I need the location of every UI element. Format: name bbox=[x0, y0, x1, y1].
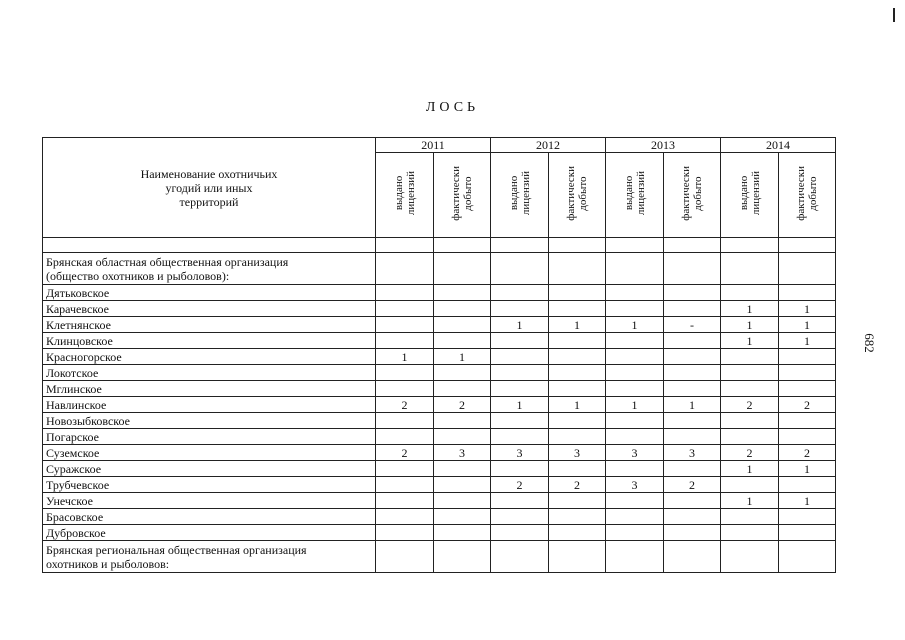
territory-name bbox=[43, 317, 376, 333]
harvested-cell: 2 bbox=[434, 397, 491, 413]
table-row bbox=[43, 493, 836, 509]
harvested-cell bbox=[434, 413, 491, 429]
harvested-cell: 1 bbox=[664, 397, 721, 413]
harvested-cell bbox=[664, 413, 721, 429]
issued-licenses-cell bbox=[721, 253, 779, 285]
issued-licenses-cell bbox=[606, 301, 664, 317]
territory-name-line: Локотское bbox=[46, 365, 99, 380]
issued-licenses-cell bbox=[721, 285, 779, 301]
issued-licenses-cell bbox=[376, 525, 434, 541]
harvested-cell bbox=[434, 429, 491, 445]
issued-licenses-cell bbox=[606, 493, 664, 509]
issued-licenses-cell: 1 bbox=[721, 301, 779, 317]
header-name-line: угодий или иных bbox=[165, 180, 253, 195]
harvested-cell bbox=[549, 285, 606, 301]
territory-name bbox=[43, 509, 376, 525]
vertical-label bbox=[565, 166, 589, 221]
table-row bbox=[43, 317, 836, 333]
issued-licenses-cell bbox=[491, 301, 549, 317]
header-actually-harvested bbox=[664, 153, 721, 238]
issued-licenses-cell bbox=[491, 333, 549, 349]
territory-name bbox=[43, 429, 376, 445]
harvested-cell bbox=[779, 381, 836, 397]
territory-name bbox=[43, 285, 376, 301]
territory-name bbox=[43, 365, 376, 381]
issued-licenses-cell: 1 bbox=[491, 317, 549, 333]
vertical-label-line: выдано bbox=[392, 175, 405, 211]
issued-licenses-cell bbox=[721, 365, 779, 381]
issued-licenses-cell bbox=[376, 429, 434, 445]
header-name-line: территорий bbox=[179, 194, 239, 209]
issued-licenses-cell bbox=[376, 413, 434, 429]
issued-licenses-cell bbox=[376, 461, 434, 477]
issued-licenses-cell: 1 bbox=[491, 397, 549, 413]
harvested-cell bbox=[434, 541, 491, 573]
vertical-label bbox=[450, 166, 474, 221]
hunting-license-table bbox=[42, 137, 836, 573]
issued-licenses-cell bbox=[606, 413, 664, 429]
issued-licenses-cell bbox=[721, 525, 779, 541]
issued-licenses-cell bbox=[376, 365, 434, 381]
vertical-label-line: выдано bbox=[622, 175, 635, 211]
territory-name-line: Брасовское bbox=[46, 509, 104, 524]
territory-name-line: Брянская областная общественная организация bbox=[46, 254, 289, 269]
harvested-cell bbox=[549, 429, 606, 445]
issued-licenses-cell bbox=[721, 349, 779, 365]
header-issued-licenses bbox=[376, 153, 434, 238]
harvested-cell bbox=[779, 541, 836, 573]
territory-name-line: Красногорское bbox=[46, 349, 122, 364]
territory-name-line: Клетнянское bbox=[46, 317, 111, 332]
issued-licenses-cell bbox=[606, 333, 664, 349]
header-year-2014: 2014 bbox=[721, 138, 836, 153]
issued-licenses-cell: 1 bbox=[606, 317, 664, 333]
vertical-label-line: добыто bbox=[692, 175, 704, 211]
territory-name bbox=[43, 413, 376, 429]
issued-licenses-cell: 2 bbox=[376, 397, 434, 413]
issued-licenses-cell bbox=[491, 509, 549, 525]
scan-edge-mark bbox=[893, 8, 895, 22]
issued-licenses-cell: 3 bbox=[491, 445, 549, 461]
issued-licenses-cell bbox=[606, 525, 664, 541]
vertical-label-line: добыто bbox=[462, 175, 474, 211]
issued-licenses-cell bbox=[606, 429, 664, 445]
harvested-cell bbox=[664, 365, 721, 381]
vertical-label bbox=[623, 171, 647, 215]
harvested-cell bbox=[549, 301, 606, 317]
vertical-label bbox=[680, 166, 704, 221]
vertical-label-line: выдано bbox=[737, 175, 750, 211]
issued-licenses-cell: 2 bbox=[491, 477, 549, 493]
issued-licenses-cell bbox=[721, 509, 779, 525]
harvested-cell: - bbox=[664, 317, 721, 333]
issued-licenses-cell bbox=[721, 541, 779, 573]
territory-name bbox=[43, 525, 376, 541]
harvested-cell bbox=[434, 365, 491, 381]
harvested-cell bbox=[549, 541, 606, 573]
issued-licenses-cell bbox=[606, 349, 664, 365]
issued-licenses-cell: 2 bbox=[376, 445, 434, 461]
vertical-label-line: фактически bbox=[680, 165, 692, 221]
harvested-cell bbox=[779, 349, 836, 365]
harvested-cell bbox=[779, 253, 836, 285]
territory-name bbox=[43, 445, 376, 461]
table-row bbox=[43, 349, 836, 365]
harvested-cell bbox=[549, 413, 606, 429]
table-row bbox=[43, 413, 836, 429]
header-year-2011: 2011 bbox=[376, 138, 491, 153]
issued-licenses-cell bbox=[721, 413, 779, 429]
table-row bbox=[43, 365, 836, 381]
issued-licenses-cell: 3 bbox=[606, 445, 664, 461]
table-row bbox=[43, 285, 836, 301]
harvested-cell bbox=[434, 525, 491, 541]
issued-licenses-cell bbox=[376, 493, 434, 509]
harvested-cell bbox=[664, 253, 721, 285]
header-issued-licenses bbox=[491, 153, 549, 238]
header-actually-harvested bbox=[434, 153, 491, 238]
issued-licenses-cell bbox=[491, 413, 549, 429]
territory-name bbox=[43, 301, 376, 317]
vertical-label-line: добыто bbox=[807, 175, 819, 211]
harvested-cell: 2 bbox=[779, 445, 836, 461]
harvested-cell: 2 bbox=[664, 477, 721, 493]
issued-licenses-cell: 1 bbox=[721, 493, 779, 509]
issued-licenses-cell: 1 bbox=[721, 317, 779, 333]
territory-name-line: Погарское bbox=[46, 429, 99, 444]
harvested-cell bbox=[549, 461, 606, 477]
harvested-cell: 1 bbox=[549, 397, 606, 413]
harvested-cell bbox=[549, 509, 606, 525]
table-row bbox=[43, 333, 836, 349]
territory-name-line: Суземское bbox=[46, 445, 100, 460]
territory-name bbox=[43, 381, 376, 397]
harvested-cell bbox=[664, 493, 721, 509]
vertical-label bbox=[393, 171, 417, 215]
issued-licenses-cell bbox=[606, 365, 664, 381]
territory-name-line: Трубчевское bbox=[46, 477, 110, 492]
harvested-cell bbox=[664, 333, 721, 349]
issued-licenses-cell bbox=[376, 541, 434, 573]
territory-name bbox=[43, 333, 376, 349]
territory-name-line: (общество охотников и рыболовов): bbox=[46, 268, 230, 283]
issued-licenses-cell bbox=[491, 541, 549, 573]
harvested-cell bbox=[549, 365, 606, 381]
territory-name-line: Дятьковское bbox=[46, 285, 110, 300]
table-row bbox=[43, 301, 836, 317]
territory-name-line: Новозыбковское bbox=[46, 413, 130, 428]
issued-licenses-cell: 1 bbox=[606, 397, 664, 413]
vertical-label-line: лицензий bbox=[749, 170, 762, 216]
issued-licenses-cell bbox=[376, 285, 434, 301]
table-body bbox=[43, 238, 836, 573]
territory-name-line: Дубровское bbox=[46, 525, 106, 540]
harvested-cell: 1 bbox=[434, 349, 491, 365]
harvested-cell: 3 bbox=[664, 445, 721, 461]
table-row bbox=[43, 381, 836, 397]
territory-name-line: охотников и рыболовов: bbox=[46, 556, 170, 571]
harvested-cell bbox=[434, 477, 491, 493]
issued-licenses-cell bbox=[376, 333, 434, 349]
harvested-cell bbox=[664, 461, 721, 477]
territory-name bbox=[43, 349, 376, 365]
issued-licenses-cell bbox=[606, 541, 664, 573]
harvested-cell bbox=[549, 381, 606, 397]
territory-name bbox=[43, 461, 376, 477]
harvested-cell bbox=[779, 525, 836, 541]
table-row bbox=[43, 429, 836, 445]
issued-licenses-cell bbox=[376, 509, 434, 525]
harvested-cell: 3 bbox=[549, 445, 606, 461]
issued-licenses-cell: 2 bbox=[721, 445, 779, 461]
header-issued-licenses bbox=[721, 153, 779, 238]
harvested-cell: 2 bbox=[549, 477, 606, 493]
header-issued-licenses bbox=[606, 153, 664, 238]
harvested-cell bbox=[779, 365, 836, 381]
issued-licenses-cell bbox=[721, 429, 779, 445]
harvested-cell bbox=[664, 381, 721, 397]
issued-licenses-cell bbox=[491, 493, 549, 509]
harvested-cell bbox=[664, 541, 721, 573]
issued-licenses-cell bbox=[606, 461, 664, 477]
header-actually-harvested bbox=[549, 153, 606, 238]
header-year-2012: 2012 bbox=[491, 138, 606, 153]
table-row bbox=[43, 253, 836, 285]
vertical-label-line: фактически bbox=[565, 165, 577, 221]
header-territory-name bbox=[43, 138, 376, 238]
issued-licenses-cell: 1 bbox=[721, 333, 779, 349]
harvested-cell: 1 bbox=[779, 493, 836, 509]
vertical-label bbox=[508, 171, 532, 215]
vertical-label-line: фактически bbox=[450, 165, 462, 221]
harvested-cell bbox=[549, 333, 606, 349]
issued-licenses-cell bbox=[491, 253, 549, 285]
harvested-cell bbox=[664, 301, 721, 317]
harvested-cell bbox=[664, 509, 721, 525]
issued-licenses-cell: 2 bbox=[721, 397, 779, 413]
harvested-cell bbox=[779, 285, 836, 301]
harvested-cell bbox=[549, 349, 606, 365]
territory-name-line: Мглинское bbox=[46, 381, 102, 396]
harvested-cell bbox=[434, 317, 491, 333]
issued-licenses-cell: 3 bbox=[606, 477, 664, 493]
harvested-cell bbox=[664, 429, 721, 445]
territory-name bbox=[43, 493, 376, 509]
issued-licenses-cell bbox=[606, 381, 664, 397]
territory-name bbox=[43, 397, 376, 413]
table-row bbox=[43, 461, 836, 477]
table-row bbox=[43, 445, 836, 461]
vertical-label-line: фактически bbox=[795, 165, 807, 221]
issued-licenses-cell bbox=[606, 509, 664, 525]
harvested-cell: 1 bbox=[779, 301, 836, 317]
harvested-cell bbox=[779, 477, 836, 493]
issued-licenses-cell bbox=[376, 253, 434, 285]
harvested-cell bbox=[549, 525, 606, 541]
harvested-cell bbox=[434, 509, 491, 525]
vertical-label bbox=[738, 171, 762, 215]
territory-name-line: Навлинское bbox=[46, 397, 107, 412]
issued-licenses-cell bbox=[721, 381, 779, 397]
harvested-cell bbox=[434, 461, 491, 477]
table-row bbox=[43, 477, 836, 493]
harvested-cell: 1 bbox=[779, 333, 836, 349]
issued-licenses-cell: 1 bbox=[376, 349, 434, 365]
harvested-cell: 1 bbox=[779, 461, 836, 477]
header-actually-harvested bbox=[779, 153, 836, 238]
harvested-cell bbox=[434, 253, 491, 285]
issued-licenses-cell bbox=[376, 381, 434, 397]
harvested-cell bbox=[549, 493, 606, 509]
table-row bbox=[43, 541, 836, 573]
harvested-cell bbox=[664, 285, 721, 301]
issued-licenses-cell bbox=[491, 285, 549, 301]
territory-name bbox=[43, 477, 376, 493]
harvested-cell bbox=[434, 333, 491, 349]
vertical-label-line: лицензий bbox=[404, 170, 417, 216]
issued-licenses-cell bbox=[606, 285, 664, 301]
harvested-cell: 3 bbox=[434, 445, 491, 461]
issued-licenses-cell bbox=[491, 365, 549, 381]
table-row bbox=[43, 509, 836, 525]
territory-name-line: Клинцовское bbox=[46, 333, 113, 348]
vertical-label-line: выдано bbox=[507, 175, 520, 211]
issued-licenses-cell bbox=[491, 429, 549, 445]
vertical-label-line: добыто bbox=[577, 175, 589, 211]
issued-licenses-cell bbox=[721, 477, 779, 493]
page-title: ЛОСЬ bbox=[425, 100, 480, 115]
harvested-cell bbox=[434, 493, 491, 509]
spacer-row bbox=[43, 238, 836, 253]
issued-licenses-cell bbox=[376, 317, 434, 333]
harvested-cell bbox=[549, 253, 606, 285]
territory-name-line: Брянская региональная общественная организация bbox=[46, 542, 307, 557]
issued-licenses-cell bbox=[491, 349, 549, 365]
harvested-cell bbox=[779, 509, 836, 525]
table-row bbox=[43, 397, 836, 413]
issued-licenses-cell bbox=[376, 301, 434, 317]
header-name-line: Наименование охотничьих bbox=[140, 166, 278, 181]
territory-name bbox=[43, 253, 376, 285]
territory-name-line: Унечское bbox=[46, 493, 93, 508]
issued-licenses-cell bbox=[606, 253, 664, 285]
harvested-cell: 2 bbox=[779, 397, 836, 413]
issued-licenses-cell bbox=[491, 381, 549, 397]
issued-licenses-cell bbox=[491, 525, 549, 541]
issued-licenses-cell bbox=[491, 461, 549, 477]
issued-licenses-cell bbox=[376, 477, 434, 493]
harvested-cell: 1 bbox=[779, 317, 836, 333]
vertical-label-line: лицензий bbox=[634, 170, 647, 216]
harvested-cell bbox=[434, 381, 491, 397]
territory-name bbox=[43, 541, 376, 573]
harvested-cell bbox=[434, 285, 491, 301]
table-row bbox=[43, 525, 836, 541]
harvested-cell bbox=[434, 301, 491, 317]
territory-name-line: Карачевское bbox=[46, 301, 109, 316]
issued-licenses-cell: 1 bbox=[721, 461, 779, 477]
harvested-cell: 1 bbox=[549, 317, 606, 333]
harvested-cell bbox=[779, 429, 836, 445]
page-number: 682 bbox=[862, 333, 877, 353]
harvested-cell bbox=[664, 349, 721, 365]
vertical-label-line: лицензий bbox=[519, 170, 532, 216]
header-year-2013: 2013 bbox=[606, 138, 721, 153]
harvested-cell bbox=[779, 413, 836, 429]
territory-name-line: Суражское bbox=[46, 461, 102, 476]
harvested-cell bbox=[664, 525, 721, 541]
vertical-label bbox=[795, 166, 819, 221]
